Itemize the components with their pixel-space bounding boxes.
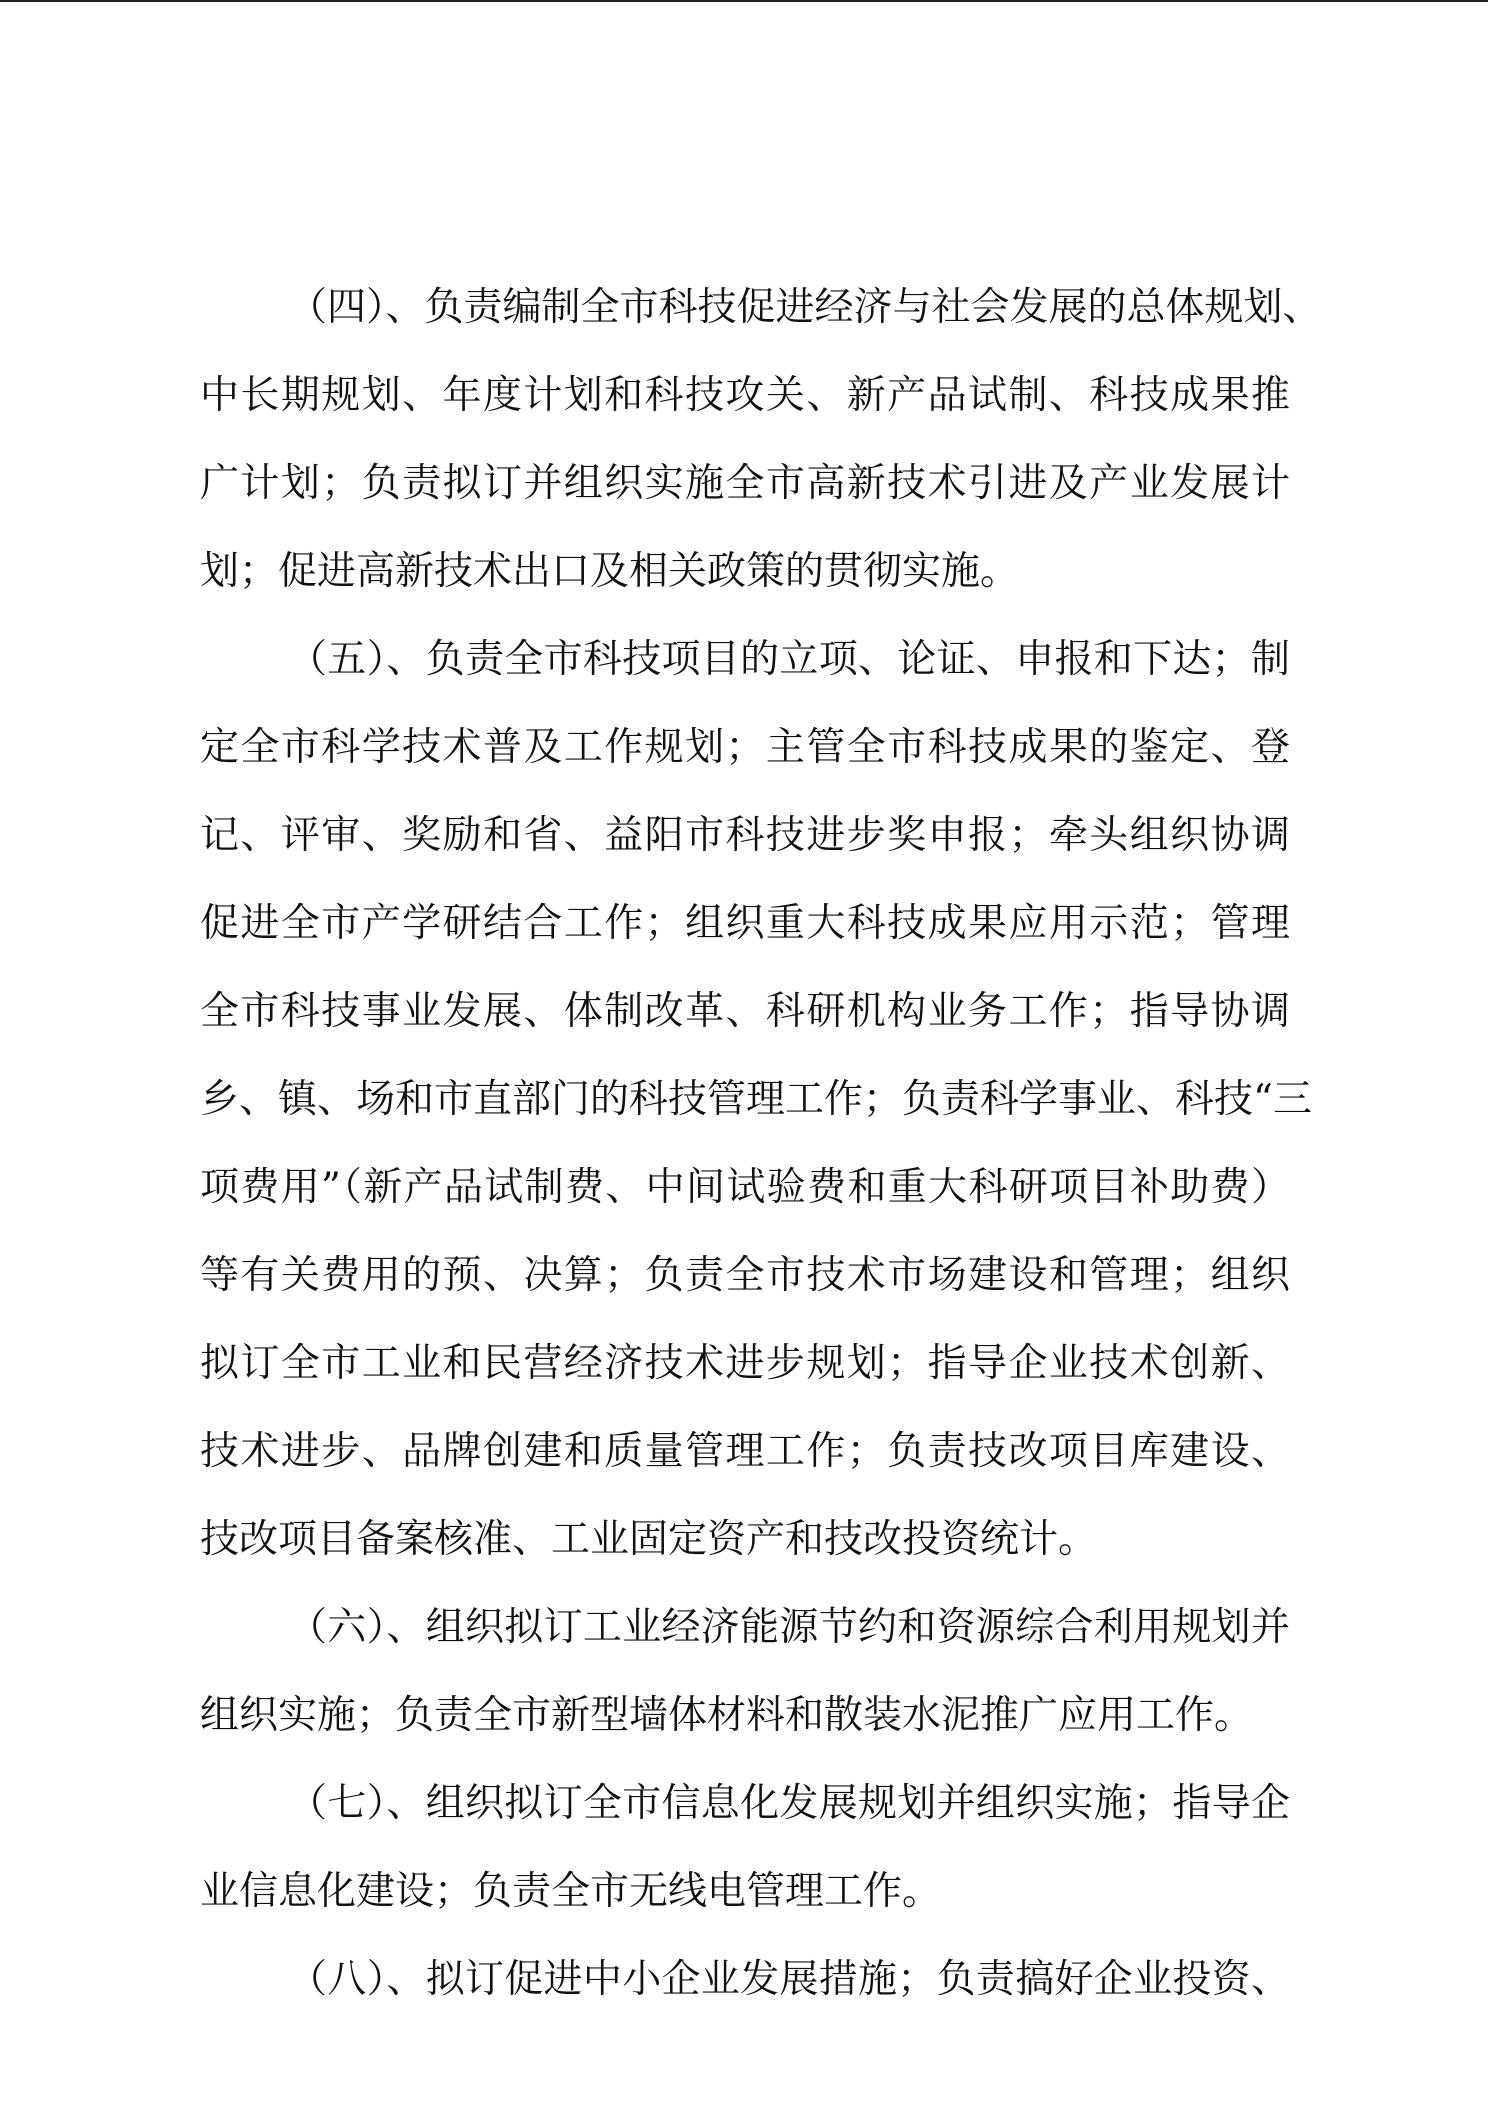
paragraph-line: （四）、负责编制全市科技促进经济与社会发展的总体规划、 bbox=[288, 285, 1322, 330]
paragraph-line: 广计划；负责拟订并组织实施全市高新技术引进及产业发展计 bbox=[200, 461, 1290, 506]
paragraph-line: 组织实施；负责全市新型墙体材料和散装水泥推广应用工作。 bbox=[200, 1693, 1254, 1738]
paragraph-line: 中长期规划、年度计划和科技攻关、新产品试制、科技成果推 bbox=[200, 373, 1290, 418]
paragraph-line: （八）、拟订促进中小企业发展措施；负责搞好企业投资、 bbox=[288, 1957, 1290, 2002]
paragraph-line: 技术进步、品牌创建和质量管理工作；负责技改项目库建设、 bbox=[200, 1429, 1290, 1474]
document-body bbox=[200, 264, 1322, 2024]
paragraph-line: 拟订全市工业和民营经济技术进步规划；指导企业技术创新、 bbox=[200, 1341, 1290, 1386]
paragraph-line: 技改项目备案核准、工业固定资产和技改投资统计。 bbox=[200, 1517, 1098, 1562]
paragraph-line: 乡、镇、场和市直部门的科技管理工作；负责科学事业、科技“三 bbox=[200, 1077, 1312, 1122]
paragraph-7 bbox=[200, 1760, 1290, 1936]
paragraph-6 bbox=[200, 1584, 1290, 1760]
paragraph-line: 业信息化建设；负责全市无线电管理工作。 bbox=[200, 1869, 942, 1914]
paragraph-4 bbox=[200, 264, 1322, 616]
paragraph-line: 促进全市产学研结合工作；组织重大科技成果应用示范；管理 bbox=[200, 901, 1290, 946]
paragraph-line: 项费用”（新产品试制费、中间试验费和重大科研项目补助费） bbox=[200, 1165, 1290, 1210]
paragraph-line: 定全市科学技术普及工作规划；主管全市科技成果的鉴定、登 bbox=[200, 725, 1290, 770]
page-top-border bbox=[0, 0, 1488, 2]
paragraph-5 bbox=[200, 616, 1312, 1584]
paragraph-line: 划；促进高新技术出口及相关政策的贯彻实施。 bbox=[200, 549, 1020, 594]
paragraph-line: （七）、组织拟订全市信息化发展规划并组织实施；指导企 bbox=[288, 1781, 1290, 1826]
paragraph-line: （五）、负责全市科技项目的立项、论证、申报和下达；制 bbox=[288, 637, 1290, 682]
paragraph-line: （六）、组织拟订工业经济能源节约和资源综合利用规划并 bbox=[288, 1605, 1290, 1650]
paragraph-8 bbox=[200, 1936, 1290, 2024]
paragraph-line: 等有关费用的预、决算；负责全市技术市场建设和管理；组织 bbox=[200, 1253, 1290, 1298]
paragraph-line: 记、评审、奖励和省、益阳市科技进步奖申报；牵头组织协调 bbox=[200, 813, 1290, 858]
paragraph-line: 全市科技事业发展、体制改革、科研机构业务工作；指导协调 bbox=[200, 989, 1290, 1034]
